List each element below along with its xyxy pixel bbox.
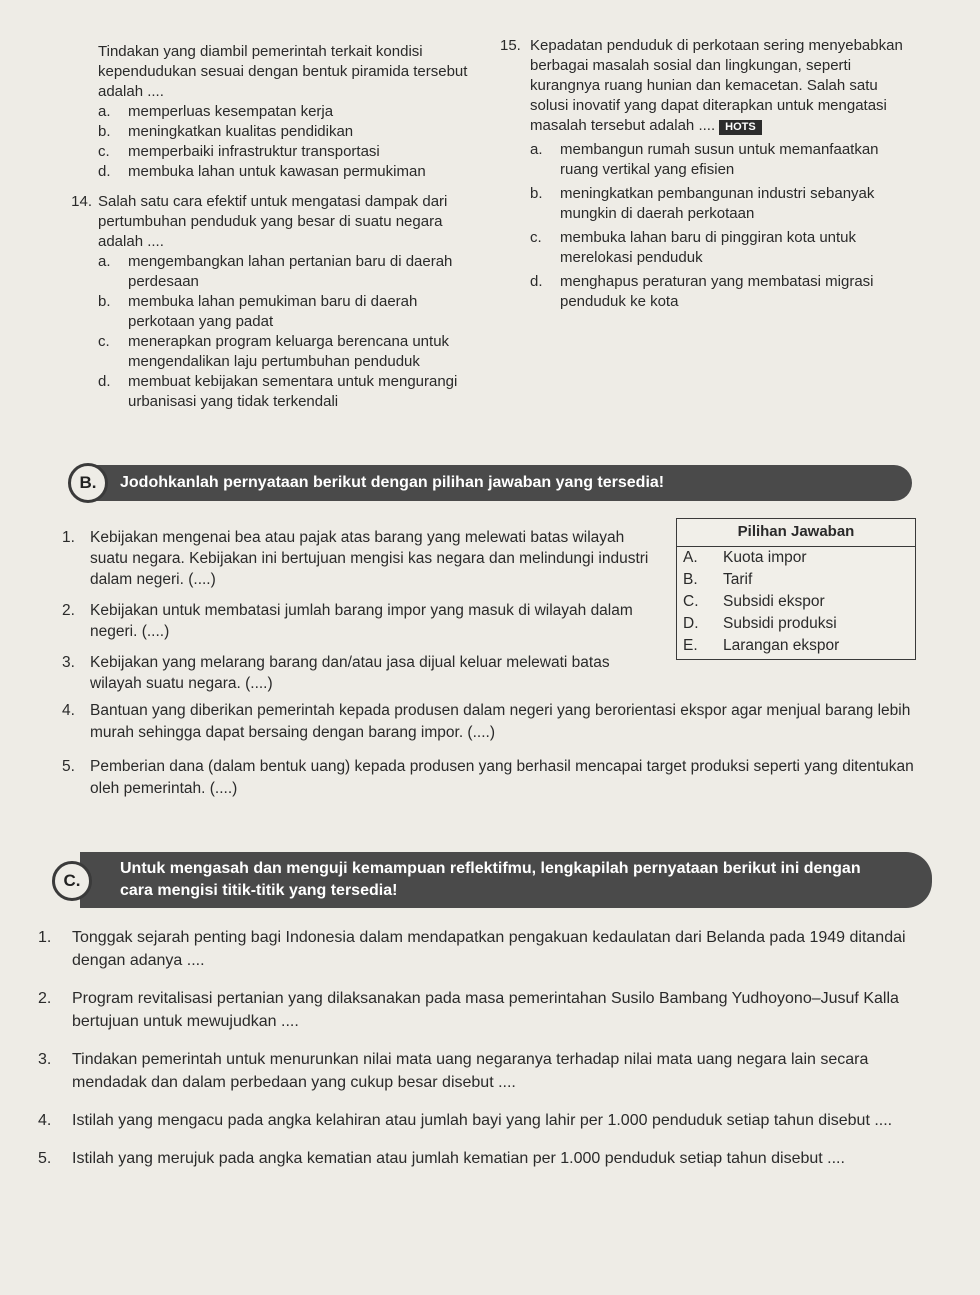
q13-option-c[interactable] [98,142,468,162]
statement-number: 1. [62,529,75,546]
choice-a[interactable] [677,547,915,569]
fill-item-4 [38,1109,943,1132]
choice-letter: D. [683,615,699,632]
section-c-letter: C. [52,861,92,901]
option-letter: a. [98,253,111,270]
q15-block [500,36,905,136]
fill-item-2 [38,987,943,1033]
statement-text: Bantuan yang diberikan pemerintah kepada produsen dalam negeri yang berorientasi ekspor agar menjual barang lebih murah sehingga dapat bersaing dengan barang impor. (....) [90,702,911,741]
option-letter: d. [98,163,111,180]
section-c-title-wrap [120,858,861,902]
statement-number: 4. [62,702,75,719]
option-text: menghapus peraturan yang membatasi migrasi penduduk ke kota [560,273,874,310]
section-c-header [80,852,932,908]
choice-c[interactable] [677,591,915,613]
q14-option-a[interactable] [98,252,468,292]
statement-3 [62,652,662,694]
q15-options [530,140,905,312]
fill-item-5 [38,1147,943,1170]
option-text: memperluas kesempatan kerja [128,103,334,120]
section-b-statements [62,527,662,704]
section-b-statements-wide [62,700,932,810]
choice-letter: B. [683,571,698,588]
q13-option-a[interactable] [98,102,468,122]
statement-number: 2. [62,602,75,619]
statement-text: Kebijakan yang melarang barang dan/atau jasa dijual keluar melewati batas wilayah suatu negara. (....) [90,654,610,692]
answer-choices-title: Pilihan Jawaban [677,519,915,547]
option-text: menerapkan program keluarga berencana untuk mengendalikan laju pertumbuhan penduduk [128,333,450,370]
section-b-letter: B. [68,463,108,503]
q13-option-b[interactable] [98,122,468,142]
statement-number: 3. [62,654,75,671]
choice-text: Tarif [723,571,753,588]
option-letter: d. [98,373,111,390]
fill-item-1 [38,926,943,972]
statement-4 [62,700,932,744]
option-text: membuka lahan baru di pinggiran kota untuk merelokasi penduduk [560,229,857,266]
choice-text: Larangan ekspor [723,637,840,654]
option-letter: c. [98,143,110,160]
section-b-header [80,465,912,501]
statement-number: 5. [62,758,75,775]
statement-text: Kebijakan untuk membatasi jumlah barang impor yang masuk di wilayah dalam negeri. (....) [90,602,633,640]
q15-option-d[interactable] [530,272,905,312]
statement-5 [62,756,932,800]
statement-text: Pemberian dana (dalam bentuk uang) kepada produsen yang berhasil mencapai target produksi seperti yang ditentukan oleh pemerintah. (....) [90,758,914,797]
q15-option-c[interactable] [530,228,905,268]
q15-number: 15. [500,37,521,54]
item-text: Tonggak sejarah penting bagi Indonesia dalam mendapatkan pengakuan kedaulatan dari Belanda pada 1949 ditandai dengan adanya .... [72,929,906,969]
statement-2 [62,600,662,642]
item-text: Istilah yang merujuk pada angka kematian atau jumlah kematian per 1.000 penduduk setiap tahun disebut .... [72,1150,845,1167]
item-text: Program revitalisasi pertanian yang dilaksanakan pada masa pemerintahan Susilo Bambang Yudhoyono–Jusuf Kalla bertujuan untuk mewujudkan .... [72,990,899,1030]
option-text: membangun rumah susun untuk memanfaatkan ruang vertikal yang efisien [560,141,879,178]
q14-options [98,252,468,412]
option-text: memperbaiki infrastruktur transportasi [128,143,380,160]
option-letter: b. [530,185,543,202]
option-letter: d. [530,273,543,290]
option-letter: a. [98,103,111,120]
choice-text: Subsidi produksi [723,615,837,632]
q14-option-b[interactable] [98,292,468,332]
fill-item-3 [38,1048,943,1094]
answer-choices-box [676,518,916,660]
option-text: membuat kebijakan sementara untuk mengurangi urbanisasi yang tidak terkendali [128,373,458,410]
q13-stem: Tindakan yang diambil pemerintah terkait kondisi kependudukan sesuai dengan bentuk piramida tersebut adalah .... [98,43,468,100]
section-c-title-line1: Untuk mengasah dan menguji kemampuan reflektifmu, lengkapilah pernyataan berikut ini dengan [120,860,861,877]
q14-option-c[interactable] [98,332,468,372]
option-text: membuka lahan untuk kawasan permukiman [128,163,426,180]
q14-block [0,192,468,252]
choice-letter: A. [683,549,698,566]
item-number: 5. [38,1150,52,1167]
option-letter: c. [98,333,110,350]
option-text: meningkatkan pembangunan industri sebanyak mungkin di daerah perkotaan [560,185,875,222]
choice-e[interactable] [677,635,915,657]
section-c-title-line2: cara mengisi titik-titik yang tersedia! [120,882,398,899]
item-text: Istilah yang mengacu pada angka kelahiran atau jumlah bayi yang lahir per 1.000 penduduk setiap tahun disebut .... [72,1112,893,1129]
item-number: 2. [38,990,52,1007]
option-letter: c. [530,229,542,246]
choice-letter: E. [683,637,698,654]
q14-number: 14. [71,193,92,210]
section-b-title: Jodohkanlah pernyataan berikut dengan pilihan jawaban yang tersedia! [120,474,665,491]
item-number: 3. [38,1051,52,1068]
choice-b[interactable] [677,569,915,591]
q13-options [98,102,468,182]
item-number: 4. [38,1112,52,1129]
left-column [71,42,468,412]
q13-option-d[interactable] [98,162,468,182]
q15-option-b[interactable] [530,184,905,224]
hots-badge: HOTS [719,120,762,135]
statement-text: Kebijakan mengenai bea atau pajak atas barang yang melewati batas wilayah suatu negara. Kebijakan ini bertujuan mengisi kas negara dan melindungi industri dalam negeri. (....) [90,529,649,588]
item-text: Tindakan pemerintah untuk menurunkan nilai mata uang negaranya terhadap nilai mata uang negara lain secara mendadak dan dalam perbedaan yang cukup besar disebut .... [72,1051,869,1091]
q14-option-d[interactable] [98,372,468,412]
option-letter: a. [530,141,543,158]
section-c-items [38,926,943,1185]
item-number: 1. [38,929,52,946]
q15-stem-wrap [530,36,905,136]
choice-d[interactable] [677,613,915,635]
option-text: membuka lahan pemukiman baru di daerah perkotaan yang padat [128,293,418,330]
right-column [500,36,905,312]
option-text: meningkatkan kualitas pendidikan [128,123,354,140]
option-text: mengembangkan lahan pertanian baru di daerah perdesaan [128,253,453,290]
q14-stem: Salah satu cara efektif untuk mengatasi dampak dari pertumbuhan penduduk yang besar di suatu negara adalah .... [98,193,448,250]
choice-text: Kuota impor [723,549,807,566]
choice-text: Subsidi ekspor [723,593,825,610]
option-letter: b. [98,123,111,140]
q15-stem: Kepadatan penduduk di perkotaan sering menyebabkan berbagai masalah sosial dan lingkungan, seperti kurangnya ruang hunian dan kemacetan. Salah satu solusi inovatif yang dapat diterapkan untuk mengatasi masalah tersebut adalah .... [530,37,903,134]
q15-option-a[interactable] [530,140,905,180]
statement-1 [62,527,662,590]
option-letter: b. [98,293,111,310]
choice-letter: C. [683,593,699,610]
